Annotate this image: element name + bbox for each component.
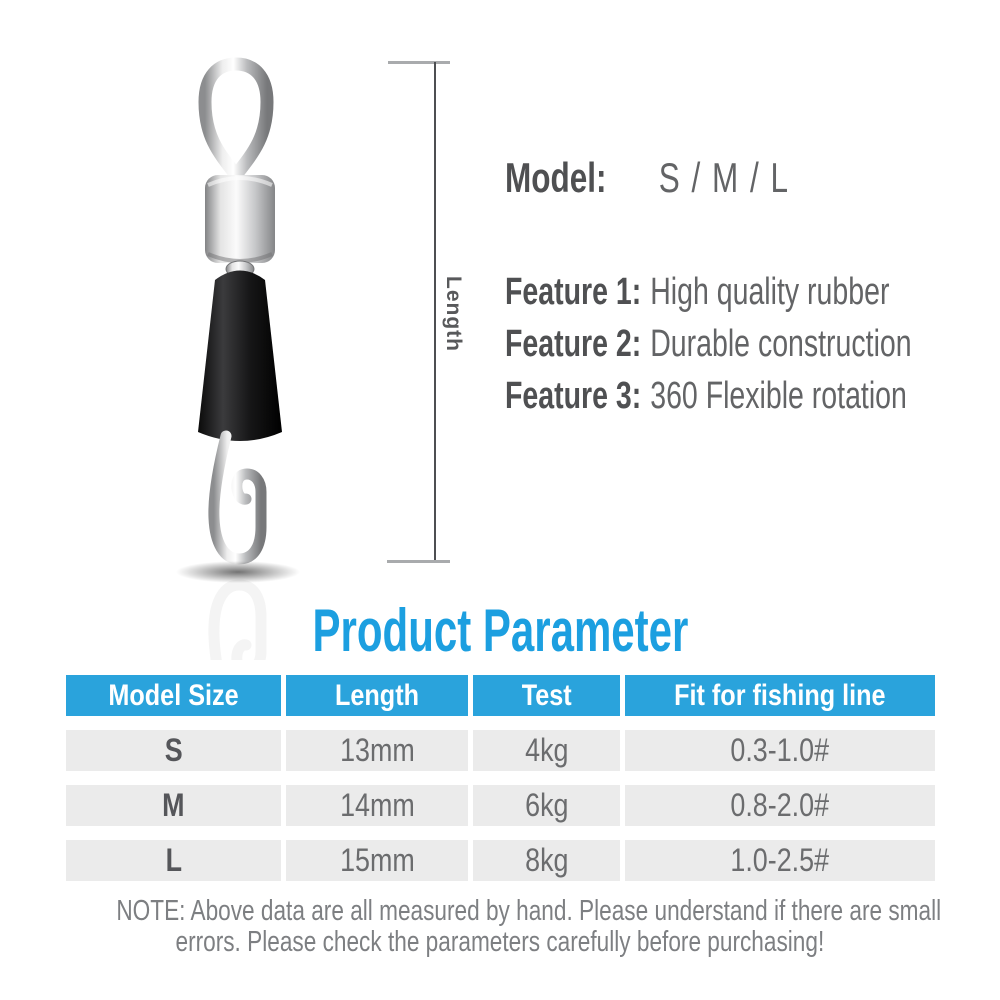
- length-label: Length: [442, 276, 465, 352]
- note-line-2: errors. Please check the parameters carefully before purchasing!: [175, 926, 825, 958]
- table-header-model-size: Model Size: [66, 675, 281, 716]
- table-header-fit-line: Fit for fishing line: [625, 675, 935, 716]
- table-cell-length-l: 15mm: [286, 840, 468, 881]
- table-header-test: Test: [473, 675, 620, 716]
- length-tick-bottom: [387, 560, 450, 563]
- rubber-cone: [198, 271, 282, 442]
- table-cell-length-m: 14mm: [286, 785, 468, 826]
- feature-2-label: Feature 2:: [505, 323, 642, 365]
- table-cell-fit-s: 0.3-1.0#: [625, 730, 935, 771]
- table-cell-test-s: 4kg: [473, 730, 620, 771]
- feature-2-value: Durable construction: [650, 323, 912, 365]
- snap-hook: [214, 436, 261, 559]
- section-title-text: Product Parameter: [312, 597, 688, 664]
- feature-line-3: [505, 375, 907, 418]
- feature-3-value: 360 Flexible rotation: [650, 375, 907, 417]
- table-cell-size-s: S: [66, 730, 281, 771]
- feature-1-value: High quality rubber: [650, 271, 890, 313]
- feature-1-label: Feature 1:: [505, 271, 642, 313]
- note-line-1: NOTE: Above data are all measured by hand. Please understand if there are small: [116, 895, 942, 927]
- feature-3-label: Feature 3:: [505, 375, 642, 417]
- section-title: [0, 597, 1000, 664]
- table-cell-size-l: L: [66, 840, 281, 881]
- model-value: S / M / L: [658, 154, 790, 201]
- product-photo-swivel: [130, 40, 490, 660]
- spec-table: [66, 675, 935, 881]
- table-header-length: Length: [286, 675, 468, 716]
- feature-line-1: [505, 271, 889, 314]
- feature-line-2: [505, 323, 912, 366]
- table-cell-test-m: 6kg: [473, 785, 620, 826]
- table-cell-test-l: 8kg: [473, 840, 620, 881]
- length-tick-top: [388, 61, 450, 64]
- model-line: [505, 154, 790, 202]
- table-cell-fit-m: 0.8-2.0#: [625, 785, 935, 826]
- table-cell-fit-l: 1.0-2.5#: [625, 840, 935, 881]
- note: [0, 896, 1000, 958]
- table-cell-size-m: M: [66, 785, 281, 826]
- model-label: Model:: [505, 154, 607, 201]
- table-cell-length-s: 13mm: [286, 730, 468, 771]
- length-measure-line: [434, 62, 436, 562]
- swivel-barrel: [205, 175, 275, 263]
- swivel-eye-loop: [205, 64, 267, 175]
